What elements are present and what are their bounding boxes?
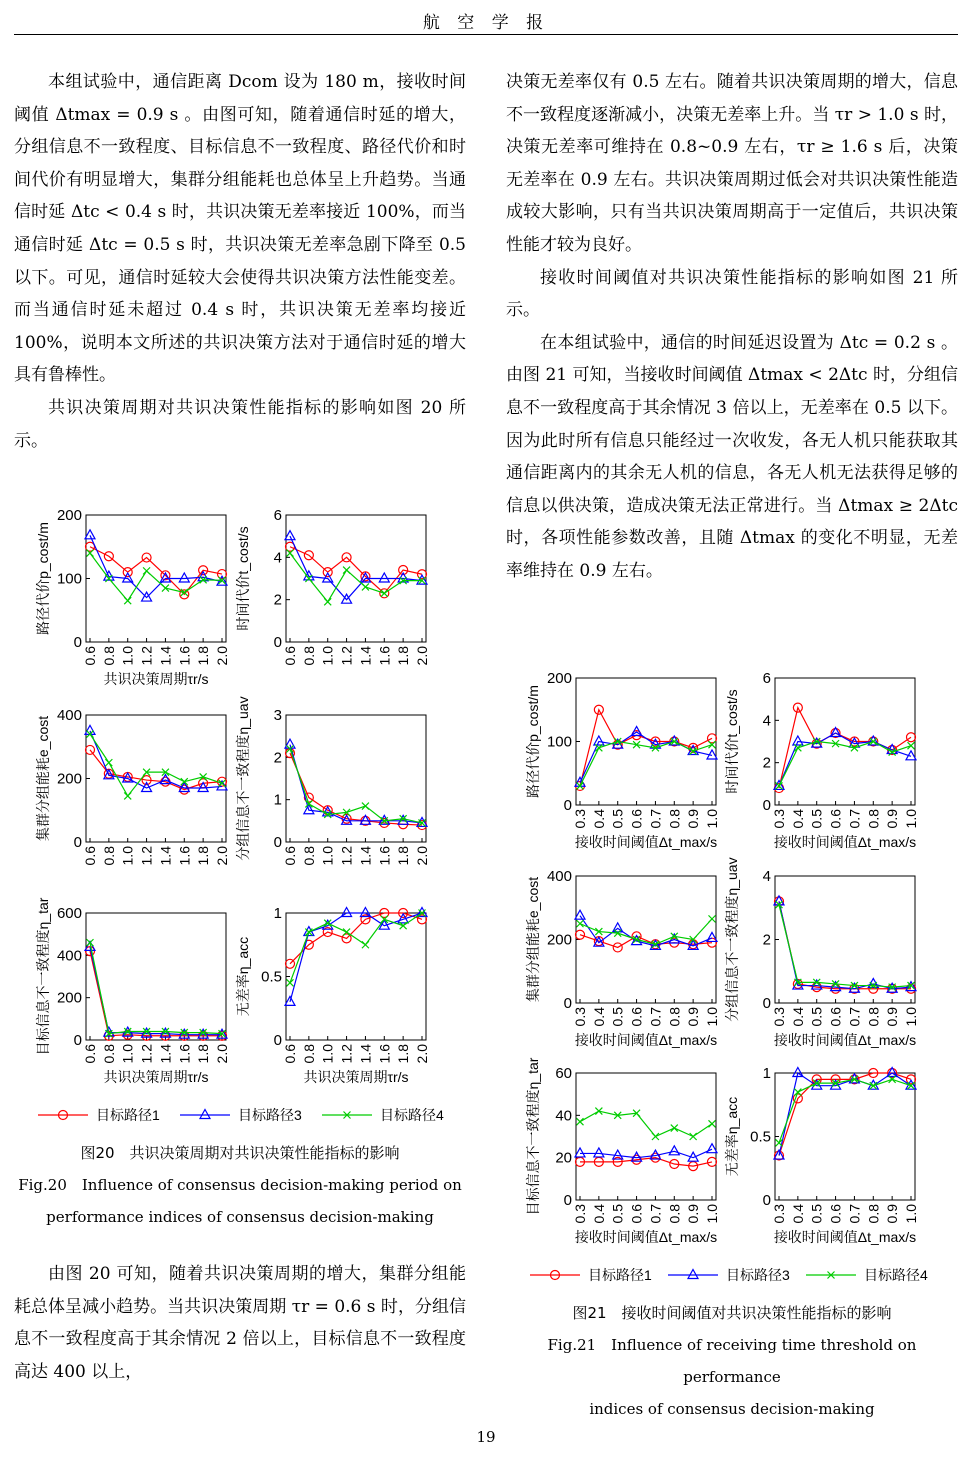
chart-panel-3 (235, 696, 430, 865)
x-tick-label: 1.0 (903, 809, 919, 829)
x-axis-label: 共识决策周期τr/s (303, 1069, 409, 1085)
x-tick-label: 1.4 (357, 846, 374, 866)
x-tick-label: 0.4 (789, 809, 806, 829)
figure-21-caption-zh: 图21 接收时间阈值对共识决策性能指标的影响 (572, 1304, 892, 1322)
x-axis-label: 接收时间阈值Δt_max/s (773, 1032, 917, 1048)
x-tick-label: 1.8 (195, 846, 212, 866)
y-axis-label: 目标信息不一致程度η_tar (525, 1057, 541, 1216)
y-axis-label: 分组信息不一致程度η_uav (235, 696, 251, 861)
x-tick-label: 1.4 (357, 1044, 374, 1064)
figure-20 (14, 500, 464, 1140)
x-tick-label: 1.0 (704, 1204, 720, 1224)
y-tick-label: 0 (563, 797, 572, 814)
figure-21-caption (506, 1297, 958, 1425)
figure-21-caption-en-2: indices of consensus decision-making (589, 1400, 875, 1418)
right-paragraph-3: 在本组试验中，通信的时间延迟设置为 Δtc = 0.2 s 。由图 21 可知，当接收时间阈值 Δtmax < 2Δtc 时，分组信息不一致程度高于其余情况 3 倍以上，无差率在 0.5 以下。因为此时所有信息只能经过一次收发，各无人机只能获取其通信距离内的其余无人机的信息，各无人机无法获得足够的信息以供决策，造成决策无法正常进行。当 Δtmax ≥ 2Δtc 时，各项性能参数改善，且随 Δtmax 的变化不明显，无差率维持在 0.9 左右。 (506, 332, 958, 581)
figure-21 (506, 664, 958, 1292)
y-axis-label: 时间代价t_cost/s (235, 526, 251, 631)
x-tick-label: 1.0 (704, 1007, 720, 1027)
y-tick-label: 4 (273, 549, 282, 567)
y-tick-label: 4 (762, 868, 771, 885)
x-tick-label: 1.8 (395, 846, 412, 866)
x-tick-label: 0.8 (666, 1007, 683, 1027)
x-tick-label: 0.8 (100, 646, 117, 666)
left-bottom-column (14, 1258, 466, 1388)
x-tick-label: 0.8 (865, 1204, 882, 1224)
legend-label: 目标路径3 (238, 1107, 302, 1123)
y-tick-label: 0 (563, 1192, 572, 1209)
x-tick-label: 1.2 (138, 846, 155, 866)
x-tick-label: 0.7 (846, 1204, 863, 1224)
plot-area (576, 678, 716, 805)
x-tick-label: 0.7 (846, 1007, 863, 1027)
x-tick-label: 1.2 (338, 646, 355, 666)
x-tick-label: 1.6 (176, 646, 193, 666)
x-tick-label: 0.6 (628, 1007, 645, 1027)
chart-panel-1 (235, 507, 430, 665)
plot-area (775, 1073, 915, 1200)
legend-marker (200, 1110, 210, 1119)
x-tick-label: 0.4 (789, 1204, 806, 1224)
chart-panel-0 (35, 507, 230, 687)
journal-header: 航 空 学 报 (422, 13, 550, 33)
x-tick-label: 1.8 (195, 1044, 212, 1064)
x-tick-label: 0.3 (572, 809, 588, 829)
y-tick-label: 2 (762, 754, 771, 772)
y-tick-label: 0 (762, 995, 771, 1012)
right-column (506, 66, 958, 588)
x-tick-label: 0.7 (647, 809, 664, 829)
y-axis-label: 无差率η_acc (724, 1096, 740, 1177)
x-tick-label: 0.5 (609, 1204, 626, 1224)
x-tick-label: 0.6 (282, 646, 298, 666)
chart-panel-8 (525, 868, 720, 1048)
x-tick-label: 0.6 (628, 1204, 645, 1224)
y-tick-label: 100 (546, 733, 572, 751)
y-tick-label: 0 (762, 1192, 771, 1209)
x-tick-label: 1.0 (319, 846, 336, 866)
x-tick-label: 1.8 (395, 1044, 412, 1064)
y-tick-label: 200 (56, 507, 82, 524)
chart-panel-4 (35, 897, 230, 1085)
x-tick-label: 1.6 (376, 1044, 393, 1064)
y-tick-label: 2 (273, 749, 282, 767)
x-tick-label: 0.3 (771, 1007, 787, 1027)
y-tick-label: 0 (73, 834, 82, 851)
chart-panel-6 (525, 670, 720, 850)
x-tick-label: 0.8 (865, 1007, 882, 1027)
x-tick-label: 0.9 (884, 809, 901, 829)
plot-area (286, 715, 426, 842)
legend-label: 目标路径4 (380, 1107, 444, 1123)
x-tick-label: 0.6 (827, 1204, 844, 1224)
x-tick-label: 0.8 (666, 1204, 683, 1224)
x-tick-label: 1.4 (357, 646, 374, 666)
left-column (14, 66, 466, 457)
x-tick-label: 0.4 (789, 1007, 806, 1027)
x-tick-label: 0.9 (685, 1204, 702, 1224)
x-tick-label: 0.5 (808, 809, 825, 829)
x-tick-label: 0.5 (609, 1007, 626, 1027)
y-tick-label: 1 (273, 905, 282, 922)
x-tick-label: 0.9 (884, 1007, 901, 1027)
x-tick-label: 0.5 (808, 1204, 825, 1224)
x-tick-label: 0.5 (808, 1007, 825, 1027)
x-tick-label: 0.6 (827, 1007, 844, 1027)
y-tick-label: 2 (273, 591, 282, 609)
left-bottom-paragraph-1: 由图 20 可知，随着共识决策周期的增大，集群分组能耗总体呈减小趋势。当共识决策周期 τr = 0.6 s 时，分组信息不一致程度高于其余情况 2 倍以上，目标信息不一致程度高达 400 以上， (14, 1264, 466, 1382)
x-tick-label: 1.0 (119, 846, 136, 866)
chart-panel-10 (525, 1057, 720, 1245)
legend-label: 目标路径1 (96, 1107, 160, 1123)
x-tick-label: 0.7 (647, 1204, 664, 1224)
x-tick-label: 0.5 (609, 809, 626, 829)
x-tick-label: 0.6 (628, 809, 645, 829)
x-tick-label: 2.0 (414, 846, 430, 866)
y-tick-label: 0.5 (750, 1128, 771, 1146)
x-tick-label: 0.8 (300, 646, 317, 666)
y-tick-label: 0 (563, 995, 572, 1012)
x-axis-label: 接收时间阈值Δt_max/s (574, 1032, 718, 1048)
y-tick-label: 40 (555, 1107, 572, 1125)
y-tick-label: 400 (56, 947, 82, 965)
y-tick-label: 6 (762, 670, 771, 687)
x-tick-label: 2.0 (214, 646, 230, 666)
x-tick-label: 1.2 (138, 1044, 155, 1064)
chart-panel-2 (35, 707, 230, 865)
x-tick-label: 1.6 (176, 846, 193, 866)
y-tick-label: 400 (56, 707, 82, 724)
x-tick-label: 0.6 (82, 846, 98, 866)
y-tick-label: 200 (546, 670, 572, 687)
x-tick-label: 1.8 (195, 646, 212, 666)
plot-area (286, 913, 426, 1040)
legend (530, 1267, 928, 1283)
y-tick-label: 0 (762, 797, 771, 814)
y-axis-label: 集群分组能耗e_cost (525, 876, 541, 1003)
y-axis-label: 集群分组能耗e_cost (35, 715, 51, 842)
legend-label: 目标路径1 (588, 1267, 652, 1283)
y-tick-label: 6 (273, 507, 282, 524)
y-tick-label: 4 (762, 712, 771, 730)
x-tick-label: 0.6 (82, 1044, 98, 1064)
header-rule (14, 34, 958, 35)
x-tick-label: 0.6 (282, 1044, 298, 1064)
figure-20-caption-en-1: Fig.20 Influence of consensus decision-making period on (18, 1176, 462, 1194)
x-tick-label: 0.8 (100, 846, 117, 866)
x-tick-label: 1.0 (903, 1007, 919, 1027)
x-tick-label: 1.0 (319, 646, 336, 666)
y-tick-label: 100 (56, 570, 82, 588)
x-tick-label: 0.3 (771, 809, 787, 829)
y-axis-label: 分组信息不一致程度η_uav (724, 857, 740, 1022)
y-axis-label: 路径代价p_cost/m (35, 522, 51, 635)
x-tick-label: 1.2 (338, 1044, 355, 1064)
chart-panel-7 (724, 670, 919, 850)
chart-panel-11 (724, 1065, 919, 1245)
right-paragraph-2: 接收时间阈值对共识决策性能指标的影响如图 21 所示。 (506, 267, 958, 321)
x-axis-label: 接收时间阈值Δt_max/s (574, 1229, 718, 1245)
x-tick-label: 0.6 (282, 846, 298, 866)
x-tick-label: 0.4 (590, 1007, 607, 1027)
x-tick-label: 0.9 (884, 1204, 901, 1224)
x-tick-label: 1.6 (376, 646, 393, 666)
y-tick-label: 200 (56, 770, 82, 788)
legend-label: 目标路径4 (864, 1267, 928, 1283)
x-tick-label: 2.0 (214, 846, 230, 866)
x-tick-label: 0.8 (300, 846, 317, 866)
x-axis-label: 接收时间阈值Δt_max/s (773, 834, 917, 850)
plot-area (576, 1073, 716, 1200)
x-tick-label: 1.6 (376, 846, 393, 866)
x-tick-label: 1.0 (903, 1204, 919, 1224)
y-tick-label: 600 (56, 905, 82, 922)
x-tick-label: 2.0 (414, 646, 430, 666)
chart-panel-5 (235, 905, 430, 1085)
y-tick-label: 0 (273, 834, 282, 851)
chart-panel-9 (724, 857, 919, 1048)
x-axis-label: 接收时间阈值Δt_max/s (574, 834, 718, 850)
x-tick-label: 1.4 (157, 1044, 174, 1064)
page-number: 19 (476, 1428, 496, 1446)
x-axis-label: 接收时间阈值Δt_max/s (773, 1229, 917, 1245)
x-tick-label: 0.8 (100, 1044, 117, 1064)
right-paragraph-1: 决策无差率仅有 0.5 左右。随着共识决策周期的增大，信息不一致程度逐渐减小，决策无差率上升。当 τr > 1.0 s 时，决策无差率可维持在 0.8~0.9 左右，τr ≥ 1.6 s 后，决策无差率在 0.9 左右。共识决策周期过低会对共识决策性能造成较大影响，只有当共识决策周期高于一定值后，共识决策性能才较为良好。 (506, 72, 958, 255)
legend-marker (688, 1270, 698, 1279)
x-tick-label: 0.9 (685, 1007, 702, 1027)
y-tick-label: 0 (73, 1032, 82, 1049)
y-tick-label: 3 (273, 707, 282, 724)
x-axis-label: 共识决策周期τr/s (103, 1069, 209, 1085)
y-tick-label: 0 (273, 634, 282, 651)
figure-20-caption (14, 1137, 466, 1233)
y-tick-label: 1 (273, 791, 282, 809)
left-paragraph-2: 共识决策周期对共识决策性能指标的影响如图 20 所示。 (14, 397, 466, 451)
x-tick-label: 1.2 (138, 646, 155, 666)
x-tick-label: 0.8 (666, 809, 683, 829)
x-tick-label: 2.0 (414, 1044, 430, 1064)
x-tick-label: 0.6 (82, 646, 98, 666)
x-tick-label: 0.7 (647, 1007, 664, 1027)
x-tick-label: 0.8 (300, 1044, 317, 1064)
figure-21-caption-en-1: Fig.21 Influence of receiving time threshold on performance (547, 1336, 917, 1386)
x-axis-label: 共识决策周期τr/s (103, 671, 209, 687)
plot-area (86, 913, 226, 1040)
y-tick-label: 200 (56, 989, 82, 1007)
x-tick-label: 1.2 (338, 846, 355, 866)
x-tick-label: 1.4 (157, 846, 174, 866)
y-tick-label: 200 (546, 931, 572, 949)
legend-label: 目标路径3 (726, 1267, 790, 1283)
plot-area (775, 678, 915, 805)
y-axis-label: 时间代价t_cost/s (724, 689, 740, 794)
y-axis-label: 目标信息不一致程度η_tar (35, 897, 51, 1056)
x-tick-label: 0.6 (827, 809, 844, 829)
y-tick-label: 0 (73, 634, 82, 651)
y-tick-label: 0 (273, 1032, 282, 1049)
y-tick-label: 20 (555, 1149, 572, 1167)
x-tick-label: 0.9 (685, 809, 702, 829)
y-tick-label: 0.5 (261, 968, 282, 986)
y-tick-label: 2 (762, 931, 771, 949)
y-axis-label: 路径代价p_cost/m (525, 685, 541, 798)
x-tick-label: 0.8 (865, 809, 882, 829)
x-tick-label: 0.4 (590, 809, 607, 829)
figure-20-caption-en-2: performance indices of consensus decision-making (46, 1208, 434, 1226)
y-axis-label: 无差率η_acc (235, 936, 251, 1017)
x-tick-label: 1.4 (157, 646, 174, 666)
y-tick-label: 60 (555, 1065, 572, 1082)
x-tick-label: 0.3 (572, 1007, 588, 1027)
figure-20-caption-zh: 图20 共识决策周期对共识决策性能指标的影响 (80, 1144, 400, 1162)
x-tick-label: 1.0 (119, 1044, 136, 1064)
legend (38, 1107, 444, 1123)
x-tick-label: 1.0 (119, 646, 136, 666)
x-tick-label: 1.6 (176, 1044, 193, 1064)
left-paragraph-1: 本组试验中，通信距离 Dcom 设为 180 m，接收时间阈值 Δtmax = 0.9 s 。由图可知，随着通信时延的增大，分组信息不一致程度、目标信息不一致程度、路径代价和时间代价有明显增大，集群分组能耗也总体呈上升趋势。当通信时延 Δtc < 0.4 s 时，共识决策无差率接近 100%，而当通信时延 Δtc = 0.5 s 时，共识决策无差率急剧下降至 0.5 以下。可见，通信时延较大会使得共识决策方法性能变差。而当通信时延未超过 0.4 s 时，共识决策无差率均接近 100%，说明本文所述的共识决策方法对于通信时延的增大具有鲁棒性。 (14, 72, 466, 386)
x-tick-label: 0.3 (572, 1204, 588, 1224)
x-tick-label: 1.0 (704, 809, 720, 829)
x-tick-label: 1.0 (319, 1044, 336, 1064)
x-tick-label: 2.0 (214, 1044, 230, 1064)
y-tick-label: 400 (546, 868, 572, 885)
x-tick-label: 0.4 (590, 1204, 607, 1224)
y-tick-label: 1 (762, 1065, 771, 1082)
x-tick-label: 0.7 (846, 809, 863, 829)
x-tick-label: 1.8 (395, 646, 412, 666)
x-tick-label: 0.3 (771, 1204, 787, 1224)
